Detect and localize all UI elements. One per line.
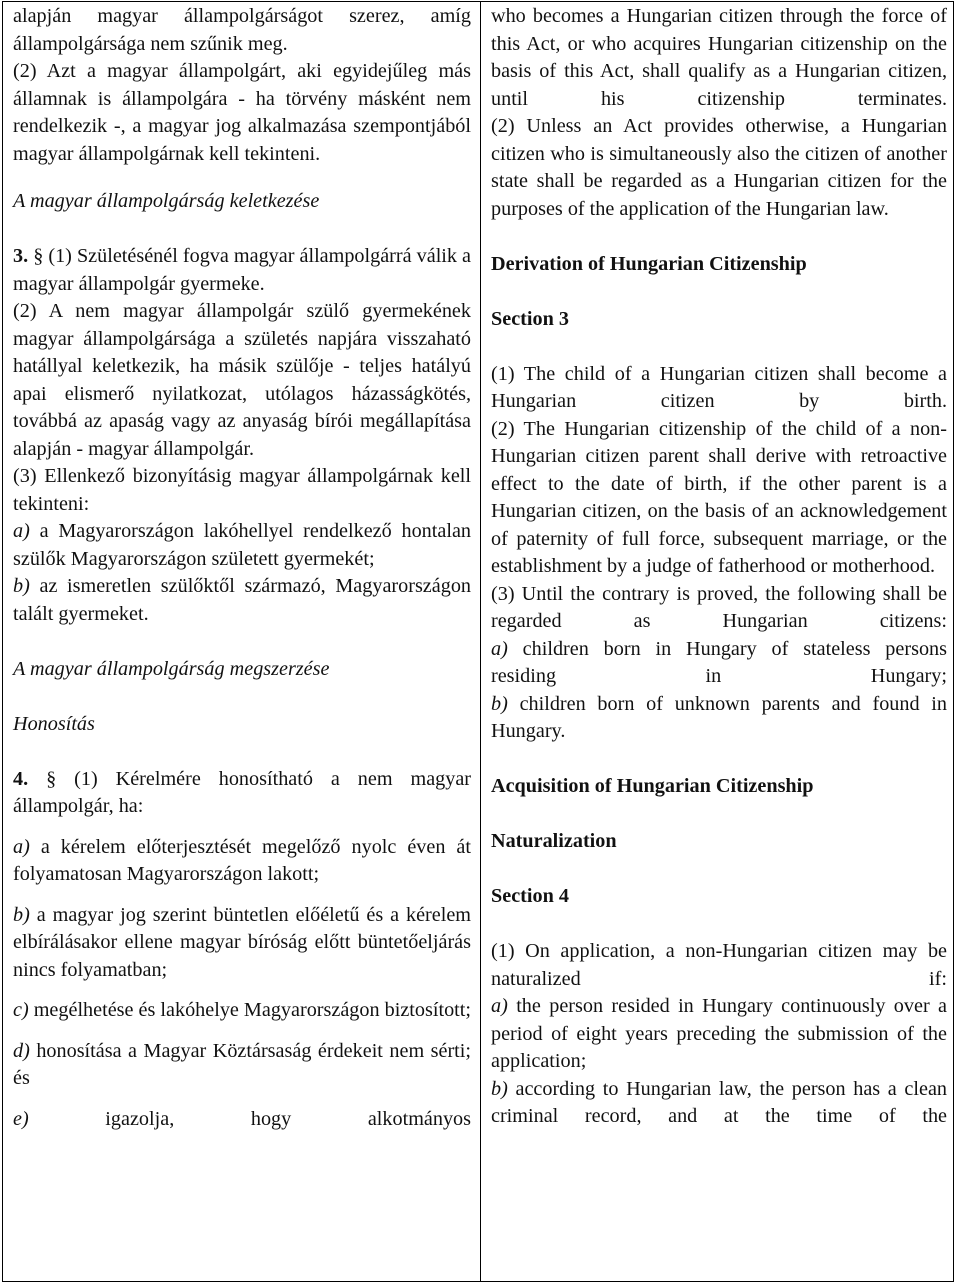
- section-sign: §: [46, 767, 57, 790]
- hu-intro: alapján magyar állampolgárságot szerez, amíg állampolgársága nem szűnik meg.: [13, 5, 471, 55]
- hu-section4-number: 4.: [13, 767, 29, 790]
- hu-section3-p2: (2) A nem magyar állampolgár szülő gyermekének magyar állampolgársága a születés napjára visszaható hatállyal keletkezik, ha másik szülője - teljes hatályú apai elismerő nyilatkozat, utólagos házasságkötés, továbbá az apaság vagy az anyaság bírói megállapítása alapján - magyar állampolgár.: [13, 300, 471, 460]
- en-section3-title: Section 3: [491, 307, 569, 330]
- en-section4-p1: (1) On application, a non-Hungarian citizen may be naturalized if:: [491, 940, 947, 990]
- hu-section4-item-d: d) honosítása a Magyar Köztársaság érdekeit nem sérti; és: [13, 1039, 472, 1089]
- hu-section4-item-a: a) a kérelem előterjesztését megelőző nyolc éven át folyamatosan Magyarországon lakott;: [13, 835, 471, 885]
- en-section3-item-a: a) children born in Hungary of stateless persons residing in Hungary;: [491, 637, 947, 687]
- hu-paragraph-2: (2) Azt a magyar állampolgárt, aki egyidejűleg más államnak is állampolgára - ha törvény másként nem rendelkezik -, a magyar jog alkalmazása szempontjából magyar állampolgárnak kell tekinteni.: [13, 60, 471, 165]
- en-section3-p1: (1) The child of a Hungarian citizen shall become a Hungarian citizen by birth.: [491, 362, 947, 412]
- hu-section3-number: 3.: [13, 245, 29, 267]
- hu-section3-p1: 3. § (1) Születésénél fogva magyar állampolgárrá válik a magyar állampolgár gyermeke.: [13, 245, 472, 295]
- en-heading-naturalization: Naturalization: [491, 830, 617, 852]
- hu-section4-item-b: b) a magyar jog szerint büntetlen előéletű és a kérelem elbírálásakor ellene magyar bíróság előtt büntetőeljárás nincs folyamatban;: [13, 903, 471, 981]
- en-section3-p3: (3) Until the contrary is proved, the following shall be regarded as Hungarian citizens:: [491, 582, 947, 632]
- hu-section4-item-c: c) megélhetése és lakóhelye Magyarországon biztosított;: [13, 999, 471, 1021]
- en-heading-acquisition: Acquisition of Hungarian Citizenship: [491, 775, 814, 797]
- hu-section3-item-b: b) az ismeretlen szülőktől származó, Magyarországon talált gyermeket.: [13, 575, 472, 625]
- hu-heading-naturalization: Honosítás: [13, 712, 95, 735]
- hu-section4-item-e: e) igazolja, hogy alkotmányos: [13, 1107, 471, 1130]
- english-column: [491, 3, 947, 1131]
- en-heading-derivation: Derivation of Hungarian Citizenship: [491, 252, 807, 275]
- hu-section3-p3: (3) Ellenkező bizonyításig magyar állampolgárnak kell tekinteni:: [13, 465, 471, 515]
- column-divider: [480, 2, 481, 1281]
- en-section4-title: Section 4: [491, 885, 569, 907]
- bilingual-document-page: [2, 1, 954, 1282]
- hu-section3-item-a: a) a Magyarországon lakóhellyel rendelkező hontalan szülők Magyarországon született gyermekét;: [13, 520, 471, 570]
- en-section4-item-b: b) according to Hungarian law, the person has a clean criminal record, and at the time of the: [491, 1077, 947, 1127]
- hungarian-column: [13, 3, 471, 1133]
- en-section4-item-a: a) the person resided in Hungary continuously over a period of eight years preceding the submission of the application;: [491, 995, 948, 1072]
- hu-heading-acquisition: A magyar állampolgárság megszerzése: [13, 657, 330, 680]
- en-section3-item-b: b) children born of unknown parents and found in Hungary.: [491, 692, 947, 742]
- en-paragraph-2: (2) Unless an Act provides otherwise, a Hungarian citizen who is simultaneously also the citizen of another state shall be regarded as a Hungarian citizen for the purposes of the application of the Hungarian law.: [491, 115, 947, 220]
- section-sign: §: [33, 245, 44, 267]
- en-section3-p2: (2) The Hungarian citizenship of the child of a non-Hungarian citizen parent shall derive with retroactive effect to the date of birth, if the other parent is a Hungarian citizen, on the basis of an acknowledgement of paternity of full force, subsequent marriage, or the establishment by a judge of fatherhood or motherhood.: [491, 417, 947, 577]
- hu-section4-p1: 4. § (1) Kérelmére honosítható a nem magyar állampolgár, ha:: [13, 767, 472, 817]
- hu-heading-derivation: A magyar állampolgárság keletkezése: [13, 190, 320, 212]
- en-intro: who becomes a Hungarian citizen through the force of this Act, or who acquires Hungarian citizenship on the basis of this Act, shall qualify as a Hungarian citizen, until his citizenship terminates.: [491, 5, 947, 110]
